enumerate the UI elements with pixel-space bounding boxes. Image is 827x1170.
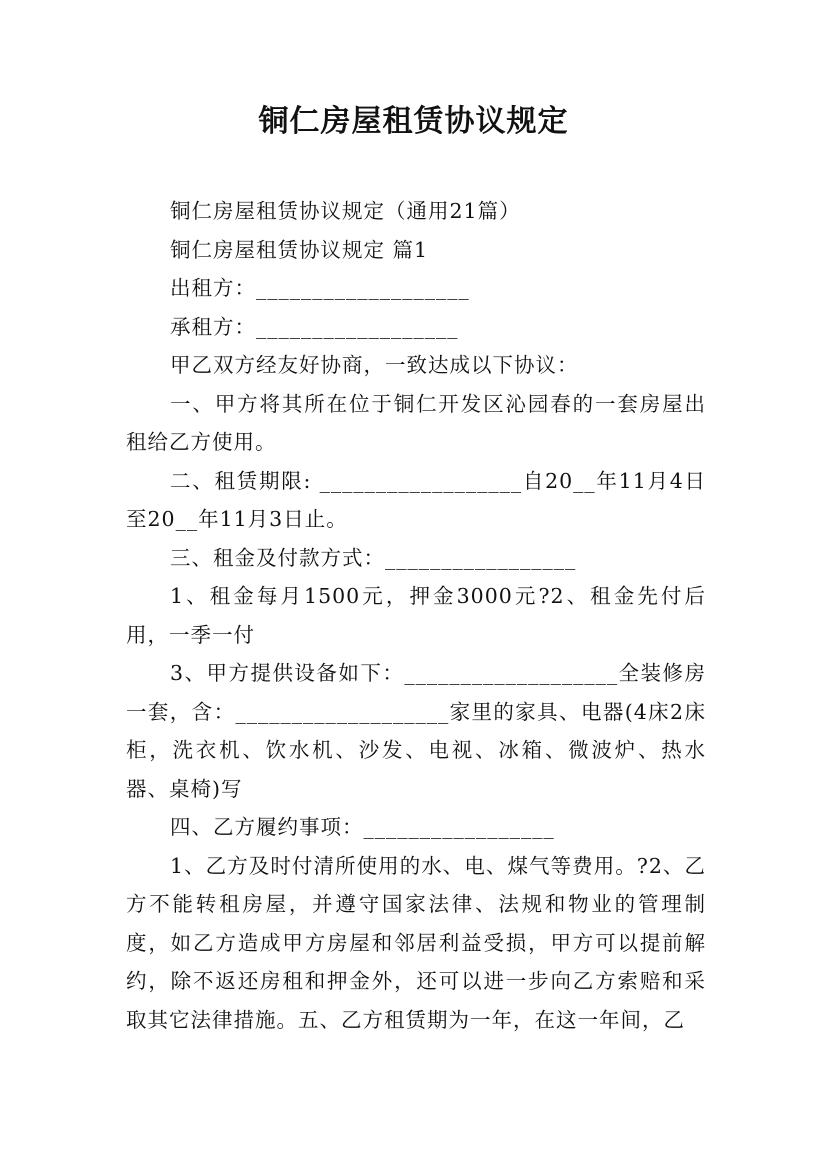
paragraph-heading: 铜仁房屋租赁协议规定（通用21篇）	[170, 199, 521, 223]
paragraph-clause-4: 四、乙方履约事项：_________________	[170, 815, 555, 839]
paragraph-lessor: 出租方：___________________	[170, 276, 470, 300]
paragraph-agreement: 甲乙双方经友好协商，一致达成以下协议：	[170, 353, 579, 377]
paragraph-equipment: 3、甲方提供设备如下：___________________全装修房一套，含：___________________家里的家具、电器(4床2床柜，洗衣机、饮水机、沙发、电视、冰箱、微波炉、热水器、桌椅)写	[126, 661, 706, 801]
paragraph-clause-2: 二、租赁期限: __________________自20__年11月4日至20__年11月3日止。	[126, 468, 706, 531]
paragraph-rent: 1、租金每月1500元，押金3000元?2、租金先付后用，一季一付	[126, 584, 706, 647]
paragraph-clause-3: 三、租金及付款方式：_________________	[170, 545, 577, 570]
paragraph-obligations: 1、乙方及时付清所使用的水、电、煤气等费用。?2、乙方不能转租房屋，并遵守国家法律、法规和物业的管理制度，如乙方造成甲方房屋和邻居利益受损，甲方可以提前解约，除不返还房租和押金外，还可以进一步向乙方索赔和采取其它法律措施。五、乙方租赁期为一年，在这一年间，乙	[126, 853, 706, 1032]
document-body	[126, 192, 706, 1039]
document-title: 铜仁房屋租赁协议规定	[258, 104, 569, 139]
paragraph-lessee: 承租方：__________________	[170, 314, 459, 339]
paragraph-section-title: 铜仁房屋租赁协议规定 篇1	[170, 237, 429, 262]
paragraph-clause-1: 一、甲方将其所在位于铜仁开发区沁园春的一套房屋出租给乙方使用。	[126, 391, 706, 454]
